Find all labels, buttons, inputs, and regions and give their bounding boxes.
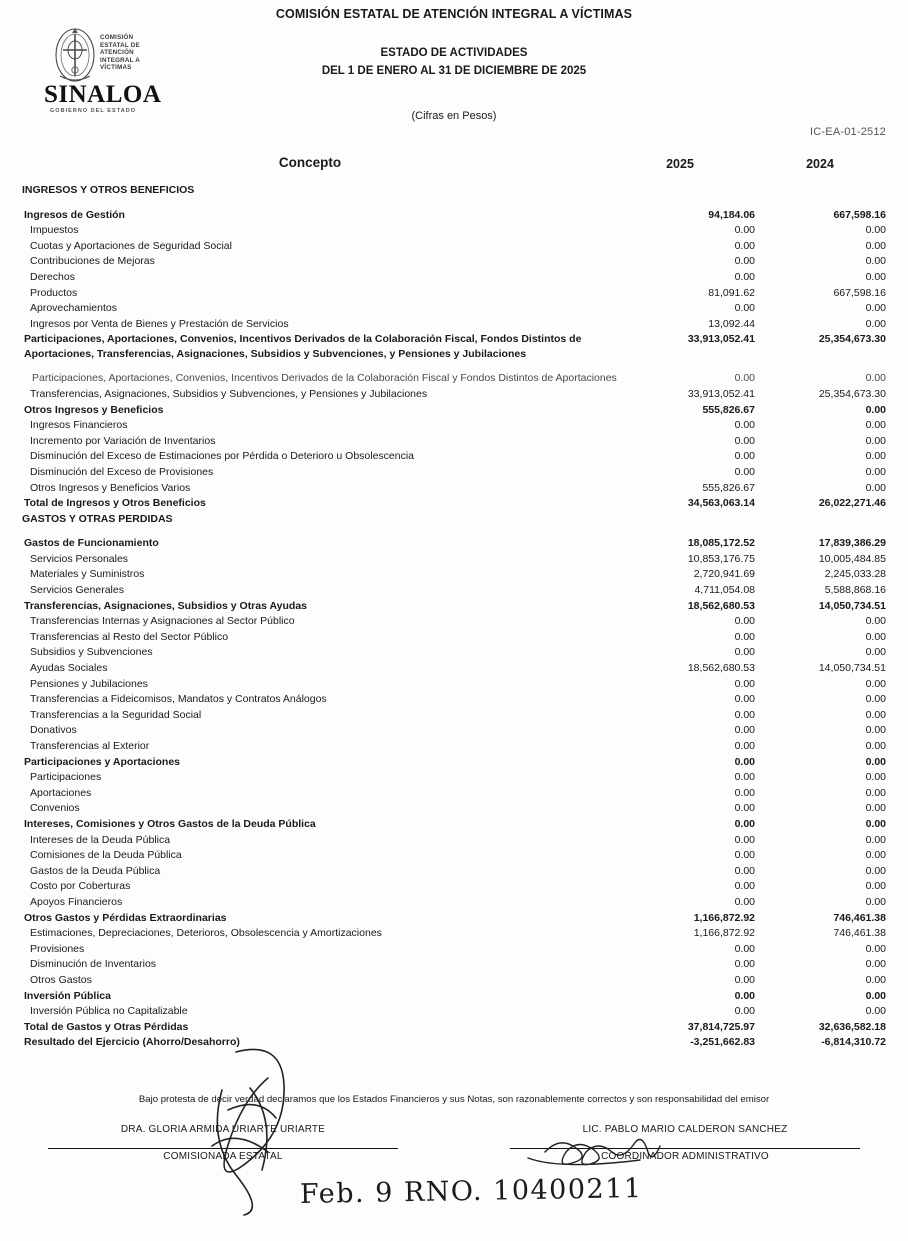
- row-concept: Participaciones y Aportaciones: [24, 755, 180, 768]
- table-header-row: [0, 155, 908, 183]
- row-value-2025: 0.00: [734, 677, 755, 690]
- table-row: [0, 957, 908, 973]
- row-value-2024: 0.00: [865, 833, 886, 846]
- table-row: [0, 512, 908, 528]
- row-concept: Aprovechamientos: [30, 302, 117, 315]
- table-row: [0, 332, 908, 362]
- row-value-2024: 0.00: [865, 973, 886, 986]
- row-value-2024: 0.00: [865, 771, 886, 784]
- table-row: [0, 879, 908, 895]
- table-row: [0, 739, 908, 755]
- row-value-2024: 0.00: [865, 450, 886, 463]
- row-value-2024: 14,050,734.51: [818, 599, 886, 612]
- table-row: [0, 449, 908, 465]
- row-value-2025: 0.00: [734, 270, 755, 283]
- row-value-2025: 0.00: [734, 880, 755, 893]
- signature-right-rule: [510, 1148, 860, 1149]
- table-row: [0, 183, 908, 199]
- row-value-2025: 555,826.67: [702, 403, 755, 416]
- row-value-2025: 0.00: [734, 942, 755, 955]
- signature-right-name: LIC. PABLO MARIO CALDERON SANCHEZ: [582, 1124, 788, 1135]
- table-row: [0, 926, 908, 942]
- row-concept: Otros Gastos: [30, 973, 92, 986]
- row-value-2024: 0.00: [865, 481, 886, 494]
- row-value-2024: 0.00: [865, 372, 886, 385]
- row-concept: Servicios Personales: [30, 552, 129, 565]
- table-row: [0, 989, 908, 1005]
- table-row: [0, 630, 908, 646]
- row-concept: Resultado del Ejercicio (Ahorro/Desahorro): [24, 1036, 240, 1049]
- row-value-2025: 18,085,172.52: [687, 537, 755, 550]
- row-value-2024: 0.00: [865, 317, 886, 330]
- signature-left-name: DRA. GLORIA ARMIDA URIARTE URIARTE: [120, 1124, 326, 1135]
- organization-title: COMISIÓN ESTATAL DE ATENCIÓN INTEGRAL A VÍCTIMAS: [275, 7, 633, 21]
- row-value-2025: 10,853,176.75: [687, 552, 755, 565]
- table-row: [0, 801, 908, 817]
- row-value-2024: 0.00: [865, 802, 886, 815]
- row-value-2025: 0.00: [734, 693, 755, 706]
- row-concept: Total de Ingresos y Otros Beneficios: [24, 497, 206, 510]
- legal-disclaimer: Bajo protesta de decir verdad declaramos que los Estados Financieros y sus Notas, son razonablemente correctos y son responsabilidad del emisor: [138, 1094, 770, 1105]
- table-row: [0, 755, 908, 771]
- row-value-2025: 33,913,052.41: [687, 387, 755, 400]
- table-row: [0, 270, 908, 286]
- logo-word-line-1: COMISIÓN: [100, 34, 134, 41]
- row-concept: Participaciones, Aportaciones, Convenios, Incentivos Derivados de la Colaboración Fiscal, Fondos Distintos de Aportaciones, Transferencias, Asignaciones, Subsidios y Subvenciones, y Pensiones y Jubilaciones: [24, 333, 582, 361]
- row-value-2025: 1,166,872.92: [693, 927, 755, 940]
- row-value-2025: 0.00: [734, 771, 755, 784]
- table-row: [0, 465, 908, 481]
- row-value-2025: 0.00: [734, 895, 755, 908]
- row-concept: Otros Ingresos y Beneficios: [24, 403, 164, 416]
- row-value-2024: 0.00: [865, 419, 886, 432]
- table-row: [0, 239, 908, 255]
- row-value-2025: 2,720,941.69: [693, 568, 755, 581]
- row-value-2025: 4,711,054.08: [694, 584, 755, 597]
- column-header-concept: Concepto: [278, 155, 342, 170]
- table-row: [0, 254, 908, 270]
- handwritten-note: Feb. 9 RNO. 10400211: [299, 1173, 643, 1210]
- signature-right-role: COORDINADOR ADMINISTRATIVO: [601, 1151, 769, 1162]
- row-concept: Transferencias a Fideicomisos, Mandatos y Contratos Análogos: [30, 693, 327, 706]
- table-row: [0, 942, 908, 958]
- row-value-2025: 0.00: [734, 802, 755, 815]
- row-value-2025: 0.00: [734, 708, 755, 721]
- row-concept: Costo por Coberturas: [30, 880, 131, 893]
- row-concept: Ingresos de Gestión: [24, 208, 125, 221]
- row-value-2024: 0.00: [865, 224, 886, 237]
- table-row: [0, 496, 908, 512]
- table-row: [0, 1020, 908, 1036]
- row-concept: Aportaciones: [30, 786, 92, 799]
- row-value-2024: 0.00: [865, 740, 886, 752]
- row-value-2024: 26,022,271.46: [818, 497, 886, 510]
- table-row: [0, 301, 908, 317]
- row-value-2024: 0.00: [865, 708, 886, 721]
- row-value-2024: 0.00: [865, 270, 886, 283]
- statement-title: ESTADO DE ACTIVIDADES: [380, 47, 528, 59]
- row-concept: GASTOS Y OTRAS PERDIDAS: [22, 512, 173, 525]
- row-value-2025: 81,091.62: [708, 286, 755, 299]
- row-value-2025: 0.00: [734, 958, 755, 971]
- row-value-2025: 0.00: [734, 255, 755, 268]
- row-value-2025: 555,826.67: [702, 481, 755, 494]
- activities-statement-table: [0, 155, 908, 1051]
- row-value-2024: 0.00: [865, 755, 886, 768]
- row-value-2024: 0.00: [865, 646, 886, 659]
- table-row: [0, 371, 908, 387]
- table-row: [0, 552, 908, 568]
- table-row: [0, 387, 908, 403]
- row-value-2025: 0.00: [734, 465, 755, 478]
- row-value-2024: 0.00: [865, 1005, 886, 1018]
- row-value-2024: 25,354,673.30: [818, 333, 886, 346]
- currency-units-note: (Cifras en Pesos): [411, 110, 497, 122]
- row-value-2025: 33,913,052.41: [687, 333, 755, 346]
- row-value-2024: 0.00: [865, 958, 886, 971]
- row-concept: Apoyos Financieros: [30, 895, 123, 908]
- row-concept: Incremento por Variación de Inventarios: [30, 434, 216, 447]
- table-row: [0, 833, 908, 849]
- row-concept: Transferencias Internas y Asignaciones al Sector Público: [30, 615, 295, 628]
- row-value-2024: 746,461.38: [833, 911, 886, 924]
- logo-government-subtitle: GOBIERNO DEL ESTADO: [50, 108, 136, 114]
- row-concept: Convenios: [30, 802, 80, 815]
- row-value-2025: 0.00: [734, 615, 755, 628]
- signature-left: [48, 1124, 398, 1162]
- row-concept: Intereses, Comisiones y Otros Gastos de la Deuda Pública: [24, 817, 316, 830]
- row-value-2025: 18,562,680.53: [687, 662, 755, 675]
- row-concept: Ayudas Sociales: [30, 662, 108, 675]
- signature-left-role: COMISIONADA ESTATAL: [163, 1151, 283, 1162]
- signature-right: [510, 1124, 860, 1162]
- row-value-2024: 5,588,868.16: [824, 584, 886, 597]
- statement-period: DEL 1 DE ENERO AL 31 DE DICIEMBRE DE 2025: [321, 65, 587, 77]
- column-header-year-2024: 2024: [806, 157, 834, 171]
- row-concept: Gastos de Funcionamiento: [24, 537, 159, 550]
- row-concept: INGRESOS Y OTROS BENEFICIOS: [22, 184, 195, 196]
- row-value-2025: 0.00: [734, 849, 755, 862]
- row-value-2024: 0.00: [865, 989, 886, 1002]
- row-value-2024: 0.00: [865, 465, 886, 478]
- row-value-2024: 0.00: [865, 849, 886, 862]
- table-row: [0, 599, 908, 615]
- table-row: [0, 895, 908, 911]
- row-value-2025: 0.00: [734, 724, 755, 737]
- table-row: [0, 692, 908, 708]
- table-row: [0, 481, 908, 497]
- table-row: [0, 1004, 908, 1020]
- row-value-2025: 0.00: [734, 755, 755, 768]
- row-concept: Transferencias, Asignaciones, Subsidios y Otras Ayudas: [24, 599, 308, 612]
- row-concept: Disminución del Exceso de Provisiones: [30, 465, 214, 478]
- row-value-2025: 0.00: [734, 1005, 755, 1018]
- row-value-2024: 0.00: [865, 302, 886, 315]
- table-row: [0, 864, 908, 880]
- row-value-2025: 0.00: [734, 989, 755, 1002]
- row-value-2025: 0.00: [734, 973, 755, 986]
- row-value-2024: 0.00: [865, 615, 886, 628]
- row-concept: Contribuciones de Mejoras: [30, 255, 155, 268]
- row-value-2025: 0.00: [734, 864, 755, 877]
- row-value-2025: 0.00: [734, 302, 755, 315]
- row-value-2024: 0.00: [865, 630, 886, 643]
- row-value-2024: 10,005,484.85: [818, 552, 886, 565]
- row-concept: Subsidios y Subvenciones: [30, 646, 153, 659]
- table-row: [0, 817, 908, 833]
- row-value-2024: 0.00: [865, 403, 886, 416]
- column-header-year-2025: 2025: [666, 157, 694, 171]
- document-code: IC-EA-01-2512: [810, 126, 886, 138]
- row-concept: Provisiones: [30, 942, 85, 955]
- row-value-2025: 0.00: [734, 630, 755, 643]
- table-row: [0, 208, 908, 224]
- row-value-2024: 0.00: [865, 895, 886, 908]
- table-row: [0, 418, 908, 434]
- row-concept: Comisiones de la Deuda Pública: [30, 849, 182, 862]
- row-value-2025: 34,563,063.14: [687, 497, 755, 510]
- row-value-2024: 2,245,033.28: [824, 568, 886, 581]
- row-concept: Otros Ingresos y Beneficios Varios: [30, 481, 191, 494]
- row-concept: Gastos de la Deuda Pública: [30, 864, 161, 877]
- row-value-2025: 0.00: [734, 239, 755, 252]
- logo-state-name: SINALOA: [44, 81, 162, 108]
- row-value-2025: 0.00: [734, 833, 755, 846]
- table-row: [0, 223, 908, 239]
- table-row: [0, 708, 908, 724]
- row-concept: Otros Gastos y Pérdidas Extraordinarias: [24, 911, 227, 924]
- table-row: [0, 403, 908, 419]
- table-row: [0, 286, 908, 302]
- row-value-2024: 32,636,582.18: [818, 1020, 886, 1033]
- row-concept: Total de Gastos y Otras Pérdidas: [24, 1020, 189, 1033]
- row-value-2025: 94,184.06: [708, 208, 755, 221]
- row-value-2024: 25,354,673.30: [818, 387, 886, 400]
- row-value-2025: 37,814,725.97: [687, 1020, 755, 1033]
- row-value-2024: 0.00: [865, 724, 886, 737]
- row-concept: Pensiones y Jubilaciones: [30, 677, 148, 690]
- row-concept: Servicios Generales: [30, 584, 124, 597]
- table-row: [0, 723, 908, 739]
- table-row: [0, 848, 908, 864]
- row-value-2024: 0.00: [865, 817, 886, 830]
- row-value-2024: 0.00: [865, 880, 886, 893]
- row-concept: Derechos: [30, 270, 75, 283]
- signature-block: [0, 1124, 908, 1184]
- row-concept: Transferencias al Exterior: [30, 740, 150, 752]
- row-concept: Transferencias al Resto del Sector Público: [30, 630, 229, 643]
- row-value-2024: 0.00: [865, 864, 886, 877]
- row-value-2025: 0.00: [734, 419, 755, 432]
- table-row: [0, 973, 908, 989]
- table-row: [0, 645, 908, 661]
- signature-left-rule: [48, 1148, 398, 1149]
- row-value-2025: 0.00: [734, 434, 755, 447]
- row-concept: Ingresos Financieros: [30, 419, 128, 432]
- row-concept: Ingresos por Venta de Bienes y Prestación de Servicios: [30, 317, 289, 330]
- row-value-2024: 0.00: [865, 942, 886, 955]
- row-value-2025: 0.00: [734, 740, 755, 752]
- row-value-2024: 746,461.38: [833, 927, 886, 940]
- table-row: [0, 567, 908, 583]
- row-value-2024: 0.00: [865, 434, 886, 447]
- table-row: [0, 614, 908, 630]
- row-concept: Estimaciones, Depreciaciones, Deterioros, Obsolescencia y Amortizaciones: [30, 927, 382, 940]
- row-concept: Impuestos: [30, 224, 79, 237]
- table-body: [0, 183, 908, 1051]
- table-row: [0, 536, 908, 552]
- row-value-2024: 0.00: [865, 786, 886, 799]
- row-value-2024: 14,050,734.51: [818, 662, 886, 675]
- row-value-2024: 667,598.16: [833, 286, 886, 299]
- row-value-2024: 17,839,386.29: [818, 537, 886, 550]
- row-value-2024: 0.00: [865, 693, 886, 706]
- row-value-2025: -3,251,662.83: [690, 1036, 755, 1049]
- row-concept: Disminución de Inventarios: [30, 958, 157, 971]
- row-concept: Inversión Pública: [24, 989, 111, 1002]
- table-row: [0, 911, 908, 927]
- row-value-2025: 0.00: [734, 224, 755, 237]
- row-value-2024: 667,598.16: [833, 208, 886, 221]
- row-value-2024: -6,814,310.72: [821, 1036, 886, 1049]
- table-row: [0, 770, 908, 786]
- table-row: [0, 1035, 908, 1051]
- row-concept: Transferencias, Asignaciones, Subsidios y Subvenciones, y Pensiones y Jubilaciones: [30, 387, 428, 400]
- row-concept: Disminución del Exceso de Estimaciones por Pérdida o Deterioro u Obsolescencia: [30, 450, 415, 463]
- logo-word-line-3: ATENCIÓN: [100, 49, 134, 57]
- logo-word-line-2: ESTATAL DE: [100, 41, 140, 49]
- row-concept: Participaciones: [30, 771, 102, 784]
- row-concept: Transferencias a la Seguridad Social: [30, 708, 202, 721]
- logo-word-line-4: INTEGRAL A: [100, 56, 140, 64]
- row-concept: Donativos: [30, 724, 77, 737]
- row-value-2025: 13,092.44: [708, 317, 755, 330]
- row-value-2025: 0.00: [734, 372, 755, 385]
- row-concept: Cuotas y Aportaciones de Seguridad Social: [30, 239, 232, 252]
- row-value-2025: 0.00: [734, 786, 755, 799]
- row-value-2024: 0.00: [865, 255, 886, 268]
- row-value-2025: 0.00: [734, 817, 755, 830]
- row-concept: Participaciones, Aportaciones, Convenios, Incentivos Derivados de la Colaboración Fiscal y Fondos Distintos de Aportaciones: [32, 372, 617, 385]
- table-row: [0, 677, 908, 693]
- row-value-2025: 0.00: [734, 450, 755, 463]
- row-value-2024: 0.00: [865, 677, 886, 690]
- table-row: [0, 434, 908, 450]
- row-value-2025: 1,166,872.92: [693, 911, 755, 924]
- row-concept: Productos: [30, 286, 78, 299]
- table-row: [0, 786, 908, 802]
- table-row: [0, 661, 908, 677]
- logo-word-line-5: VÍCTIMAS: [100, 64, 132, 72]
- row-value-2025: 0.00: [734, 646, 755, 659]
- table-row: [0, 317, 908, 333]
- table-row: [0, 583, 908, 599]
- row-concept: Materiales y Suministros: [30, 568, 145, 581]
- row-concept: Inversión Pública no Capitalizable: [30, 1005, 188, 1018]
- row-value-2025: 18,562,680.53: [687, 599, 755, 612]
- row-value-2024: 0.00: [865, 239, 886, 252]
- row-concept: Intereses de la Deuda Pública: [30, 833, 171, 846]
